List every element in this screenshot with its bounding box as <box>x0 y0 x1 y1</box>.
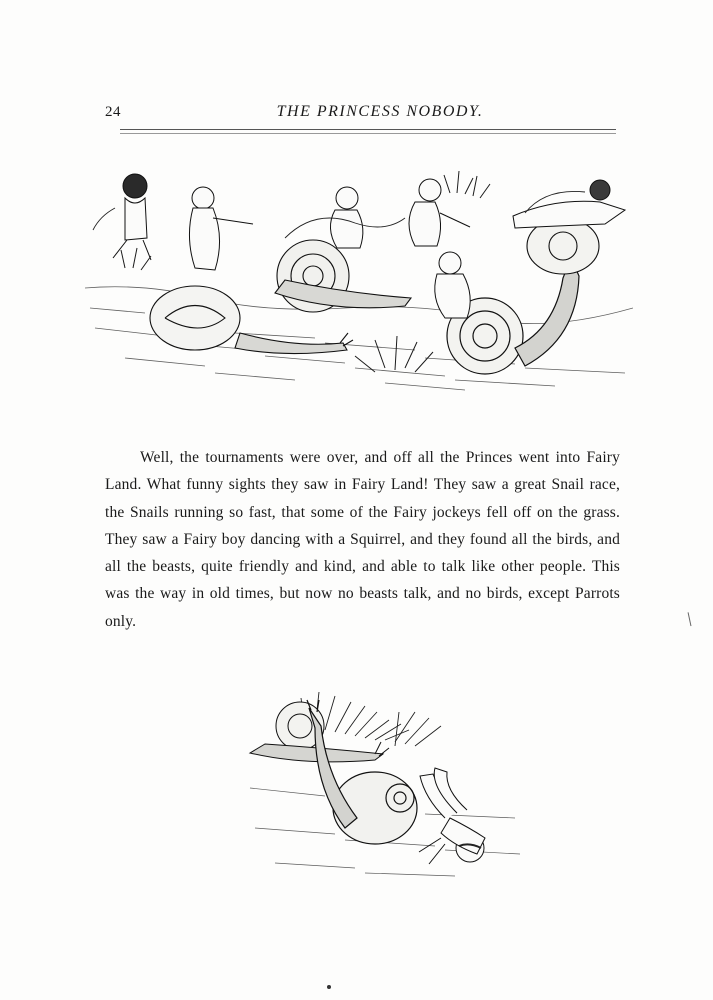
running-title: THE PRINCESS NOBODY. <box>276 103 484 120</box>
fallen-fairy-illustration <box>245 668 525 883</box>
header-rule <box>120 129 616 130</box>
snail-race-illustration <box>85 168 633 398</box>
story-paragraph: Well, the tournaments were over, and off all the Princes went into Fairy Land. What funny sights they saw in Fairy Land! They saw a great Snail race, the Snails running so fast, that some of the Fairy jockeys fell off on the grass. They saw a Fairy boy dancing with a Squirrel, and they found all the birds, and all the beasts, quite friendly and kind, and able to talk like other people. This was the way in old times, but now no beasts talk, and no birds, except Parrots only. <box>105 449 620 630</box>
fallen-fairy-engraving <box>245 668 525 883</box>
printer-mark <box>327 985 331 989</box>
margin-mark <box>688 612 694 626</box>
header-rule-secondary <box>120 133 616 134</box>
page-number: 24 <box>105 104 121 120</box>
snail-race-engraving <box>85 168 633 398</box>
